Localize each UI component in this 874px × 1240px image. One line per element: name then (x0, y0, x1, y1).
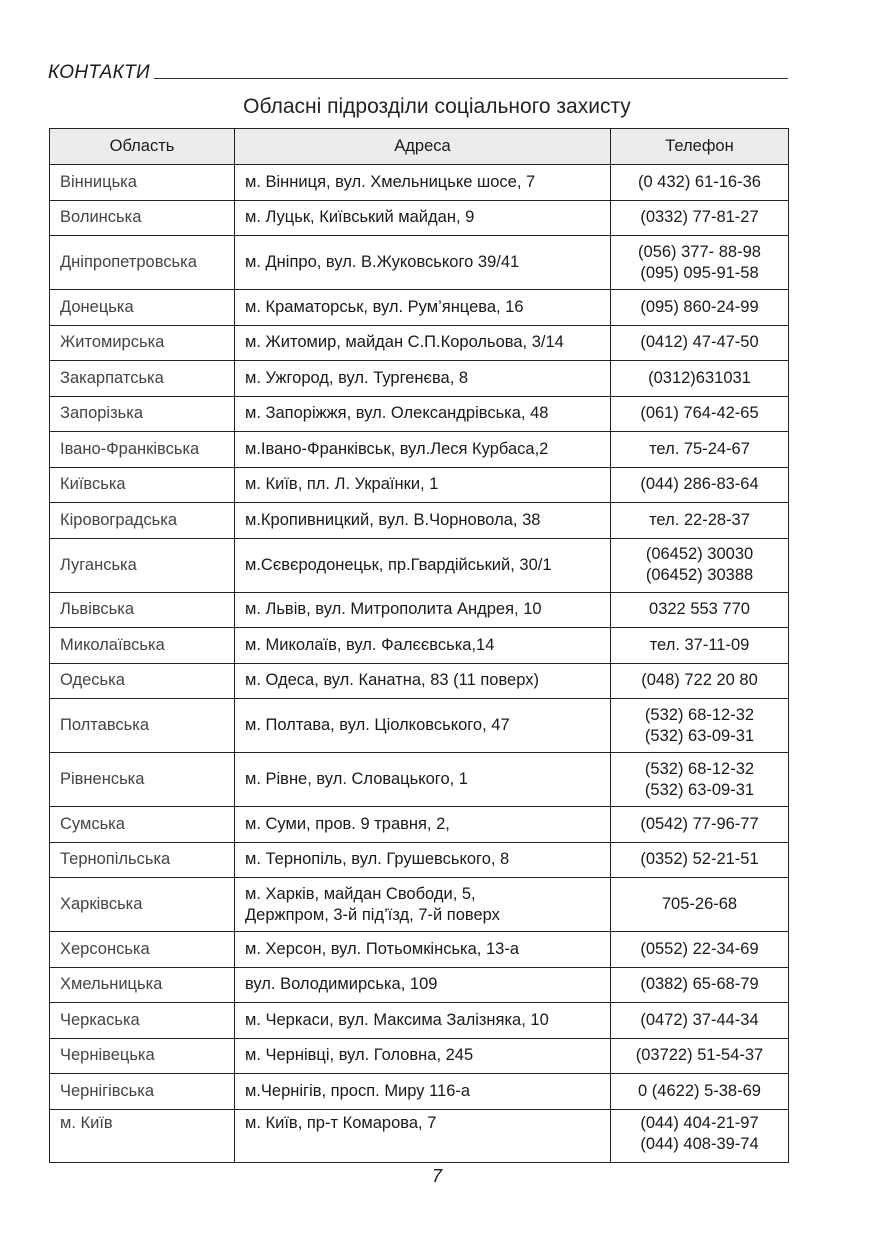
phone-number: тел. 75-24-67 (649, 439, 750, 458)
phone-number: тел. 37-11-09 (649, 635, 750, 654)
phone-number: (532) 68-12-32 (644, 705, 755, 724)
section-header (48, 58, 788, 82)
region-cell: Запорізька (50, 396, 235, 432)
address-line: м.Кропивницкий, вул. В.Чорновола, 38 (245, 510, 541, 529)
table-row (50, 467, 789, 503)
phone-number: (0 432) 61-16-36 (638, 172, 761, 191)
address-cell (235, 236, 611, 290)
region-cell: Черкаська (50, 1003, 235, 1039)
table-row (50, 699, 789, 753)
address-cell (235, 699, 611, 753)
region-cell: Житомирська (50, 325, 235, 361)
phone-cell (611, 628, 789, 664)
phone-number: (095) 095-91-58 (640, 263, 759, 282)
phone-number: (044) 404-21-97 (640, 1113, 759, 1132)
address-line: м. Вінниця, вул. Хмельницьке шосе, 7 (245, 172, 536, 191)
phone-number: (095) 860-24-99 (640, 297, 759, 316)
phone-cell (611, 361, 789, 397)
table-row (50, 753, 789, 807)
address-line: м. Суми, пров. 9 травня, 2, (245, 814, 450, 833)
address-cell (235, 165, 611, 201)
region-cell: Чернівецька (50, 1038, 235, 1074)
phone-cell (611, 165, 789, 201)
region-cell: м. Київ (50, 1109, 235, 1162)
address-line: м. Черкаси, вул. Максима Залізняка, 10 (245, 1010, 549, 1029)
region-cell: Луганська (50, 538, 235, 592)
table-row (50, 538, 789, 592)
phone-number: (0352) 52-21-51 (640, 850, 759, 869)
phone-cell (611, 878, 789, 932)
column-header-region: Область (50, 129, 235, 165)
table-row (50, 1109, 789, 1162)
region-cell: Рівненська (50, 753, 235, 807)
phone-cell (611, 753, 789, 807)
table-row (50, 432, 789, 468)
phone-number: 0 (4622) 5-38-69 (638, 1081, 761, 1100)
address-cell (235, 290, 611, 326)
table-row (50, 503, 789, 539)
address-cell (235, 1109, 611, 1162)
phone-number: (0542) 77-96-77 (640, 814, 759, 833)
phone-cell (611, 200, 789, 236)
address-line: м.Івано-Франківськ, вул.Леся Курбаса,2 (245, 439, 549, 458)
address-line: м. Ужгород, вул. Тургенєва, 8 (245, 368, 469, 387)
address-cell (235, 1074, 611, 1110)
phone-cell (611, 236, 789, 290)
address-cell (235, 592, 611, 628)
phone-number: 0322 553 770 (649, 600, 750, 619)
address-line: м. Житомир, майдан С.П.Корольова, 3/14 (245, 333, 564, 352)
page-number: 7 (431, 1166, 442, 1186)
phone-cell (611, 325, 789, 361)
region-cell: Вінницька (50, 165, 235, 201)
address-line: м.Чернігів, просп. Миру 116-а (245, 1081, 471, 1100)
address-line: м. Львів, вул. Митрополита Андрея, 10 (245, 600, 542, 619)
table-row (50, 1003, 789, 1039)
phone-cell (611, 1074, 789, 1110)
address-line: м. Рівне, вул. Словацького, 1 (245, 770, 468, 788)
address-cell (235, 325, 611, 361)
phone-cell (611, 538, 789, 592)
address-cell (235, 538, 611, 592)
address-line: м. Полтава, вул. Ціолковського, 47 (245, 716, 510, 734)
region-cell: Хмельницька (50, 967, 235, 1003)
address-line: м. Дніпро, вул. В.Жуковського 39/41 (245, 253, 520, 271)
page-title: Обласні підрозділи соціального захисту (243, 95, 631, 118)
address-line: м. Миколаїв, вул. Фалєєвська,14 (245, 635, 495, 654)
phone-number: (0412) 47-47-50 (640, 333, 759, 352)
address-cell (235, 200, 611, 236)
table-row (50, 1074, 789, 1110)
region-cell: Чернігівська (50, 1074, 235, 1110)
phone-number: (048) 722 20 80 (641, 671, 758, 690)
region-cell: Івано-Франківська (50, 432, 235, 468)
address-line: м. Київ, пр-т Комарова, 7 (245, 1113, 437, 1132)
address-cell (235, 503, 611, 539)
phone-number: (0382) 65-68-79 (640, 975, 759, 994)
phone-cell (611, 467, 789, 503)
phone-cell (611, 967, 789, 1003)
address-cell (235, 807, 611, 843)
table-row (50, 878, 789, 932)
address-cell (235, 1003, 611, 1039)
table-row (50, 290, 789, 326)
address-cell (235, 432, 611, 468)
address-line: Держпром, 3-й під’їзд, 7-й поверх (245, 905, 500, 924)
phone-number: (0312)631031 (648, 368, 751, 387)
column-header-phone: Телефон (611, 129, 789, 165)
region-cell: Херсонська (50, 932, 235, 968)
column-header-address: Адреса (235, 129, 611, 165)
address-line: вул. Володимирська, 109 (245, 975, 438, 994)
phone-number: (0552) 22-34-69 (640, 939, 759, 958)
phone-cell (611, 699, 789, 753)
table-header-row (50, 129, 789, 165)
phone-cell (611, 807, 789, 843)
region-cell: Кіровоградська (50, 503, 235, 539)
address-line: м. Луцьк, Київський майдан, 9 (245, 208, 475, 227)
address-cell (235, 1038, 611, 1074)
address-line: м. Запоріжжя, вул. Олександрівська, 48 (245, 404, 549, 423)
phone-number: (06452) 30388 (645, 566, 754, 584)
address-line: м.Сєвєродонецьк, пр.Гвардійський, 30/1 (245, 555, 552, 574)
phone-cell (611, 1003, 789, 1039)
phone-cell (611, 432, 789, 468)
region-cell: Полтавська (50, 699, 235, 753)
table-row (50, 1038, 789, 1074)
phone-number: (06452) 30030 (645, 545, 754, 563)
address-cell (235, 753, 611, 807)
phone-cell (611, 592, 789, 628)
address-cell (235, 663, 611, 699)
region-cell: Дніпропетровська (50, 236, 235, 290)
table-row (50, 396, 789, 432)
phone-number: (532) 68-12-32 (644, 759, 755, 778)
phone-number: (0332) 77-81-27 (640, 208, 759, 227)
phone-number: 705-26-68 (661, 895, 738, 913)
table-row (50, 663, 789, 699)
address-cell (235, 932, 611, 968)
region-cell: Донецька (50, 290, 235, 326)
phone-cell (611, 290, 789, 326)
region-cell: Закарпатська (50, 361, 235, 397)
phone-cell (611, 842, 789, 878)
address-cell (235, 361, 611, 397)
table-row (50, 361, 789, 397)
section-label: КОНТАКТИ (48, 62, 150, 83)
phone-number: (044) 286-83-64 (640, 475, 759, 494)
address-line: м. Київ, пл. Л. Українки, 1 (245, 475, 439, 494)
address-cell (235, 967, 611, 1003)
phone-number: тел. 22-28-37 (649, 510, 750, 529)
address-cell (235, 467, 611, 503)
table-row (50, 967, 789, 1003)
region-cell: Сумська (50, 807, 235, 843)
region-cell: Миколаївська (50, 628, 235, 664)
region-cell: Київська (50, 467, 235, 503)
phone-cell (611, 1038, 789, 1074)
address-line: м. Тернопіль, вул. Грушевського, 8 (245, 850, 510, 869)
address-line: м. Харків, майдан Свободи, 5, (245, 884, 476, 903)
address-cell (235, 396, 611, 432)
address-line: м. Одеса, вул. Канатна, 83 (11 поверх) (245, 671, 539, 690)
table-row (50, 325, 789, 361)
phone-number: (532) 63-09-31 (644, 726, 755, 745)
table-row (50, 236, 789, 290)
phone-number: (044) 408-39-74 (640, 1134, 759, 1153)
phone-number: (056) 377- 88-98 (638, 242, 761, 261)
phone-cell (611, 503, 789, 539)
table-row (50, 165, 789, 201)
address-line: м. Краматорськ, вул. Рум’янцева, 16 (245, 297, 524, 316)
address-line: м. Херсон, вул. Потьомкінська, 13-а (245, 939, 519, 958)
region-cell: Львівська (50, 592, 235, 628)
table-row (50, 200, 789, 236)
region-cell: Харківська (50, 878, 235, 932)
address-line: м. Чернівці, вул. Головна, 245 (245, 1046, 474, 1065)
phone-cell (611, 932, 789, 968)
address-cell (235, 628, 611, 664)
phone-number: (0472) 37-44-34 (640, 1010, 759, 1029)
phone-number: (03722) 51-54-37 (635, 1046, 764, 1065)
region-cell: Одеська (50, 663, 235, 699)
table-row (50, 807, 789, 843)
table-body (50, 165, 789, 1163)
phone-number: (061) 764-42-65 (640, 404, 759, 423)
contacts-table (49, 128, 789, 1163)
phone-cell (611, 396, 789, 432)
region-cell: Волинська (50, 200, 235, 236)
phone-cell (611, 663, 789, 699)
table-row (50, 932, 789, 968)
table-row (50, 592, 789, 628)
table-row (50, 842, 789, 878)
phone-number: (532) 63-09-31 (644, 780, 755, 799)
region-cell: Тернопільська (50, 842, 235, 878)
address-cell (235, 878, 611, 932)
table-row (50, 628, 789, 664)
phone-cell (611, 1109, 789, 1162)
header-rule (154, 78, 788, 79)
address-cell (235, 842, 611, 878)
